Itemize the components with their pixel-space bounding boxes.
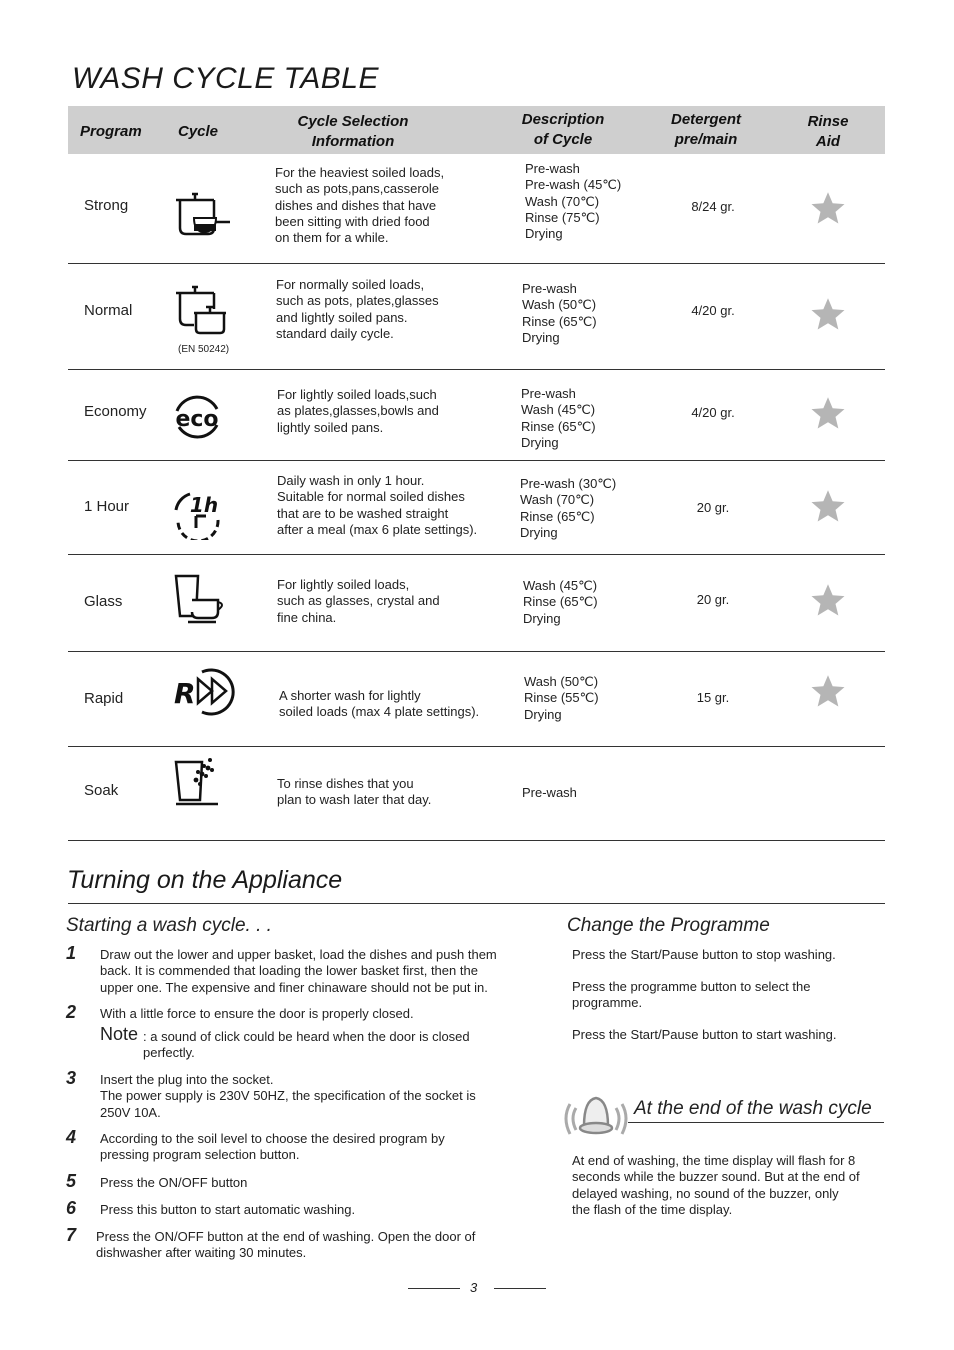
cycle-info: A shorter wash for lightly soiled loads (max 4 plate settings). <box>279 688 480 720</box>
step-number: 5 <box>66 1171 77 1191</box>
pots-icon <box>172 283 232 339</box>
program-name: Glass <box>84 593 123 610</box>
table-row <box>68 369 885 461</box>
end-of-cycle-title: At the end of the wash cycle <box>634 1098 872 1119</box>
divider <box>408 1288 460 1289</box>
table-row <box>68 554 885 652</box>
cycle-description: Wash (50℃) Rinse (55℃) Drying <box>524 674 599 722</box>
table-row <box>68 263 885 370</box>
step-text: Press the ON/OFF button <box>100 1175 248 1190</box>
program-name: Economy <box>84 403 147 420</box>
end-of-cycle-text: At end of washing, the time display will flash for 8 seconds while the buzzer sound. But at the end of delayed washing, no sound of the buzzer, only the flash of the time display. <box>572 1153 860 1217</box>
header-cycle-selection: Cycle Selection Information <box>297 113 409 150</box>
divider <box>628 1122 884 1123</box>
program-name: 1 Hour <box>84 498 130 515</box>
detergent-amount: 8/24 gr. <box>691 199 735 214</box>
divider <box>68 903 885 904</box>
rinse-aid-star-icon <box>810 488 846 524</box>
one-hour-icon <box>172 490 224 540</box>
note-text: : a sound of click could be heard when the door is closed perfectly. <box>143 1029 470 1061</box>
rapid-icon <box>172 667 240 717</box>
step-text: Press the ON/OFF button at the end of washing. Open the door of dishwasher after waiting 30 minutes. <box>96 1229 476 1261</box>
cycle-info: To rinse dishes that you plan to wash later that day. <box>277 776 432 808</box>
svg-text:eco: eco <box>175 407 219 432</box>
program-name: Strong <box>84 197 129 214</box>
table-row <box>68 746 885 841</box>
cycle-description: Wash (45℃) Rinse (65℃) Drying <box>523 578 598 626</box>
step-text: With a little force to ensure the door is properly closed. <box>100 1006 414 1021</box>
step-text: Press this button to start automatic washing. <box>100 1202 356 1217</box>
cycle-info: Daily wash in only 1 hour. Suitable for normal soiled dishes that are to be washed straight after a meal (max 6 plate settings). <box>277 473 478 537</box>
step-number: 4 <box>66 1127 77 1147</box>
cycle-description: Pre-wash Pre-wash (45℃) Wash (70℃) Rinse (75℃) Drying <box>525 161 622 242</box>
change-programme-title: Change the Programme <box>567 915 770 936</box>
standard-note: (EN 50242) <box>178 344 230 355</box>
step-number: 1 <box>66 943 77 963</box>
cycle-info: For lightly soiled loads, such as glasses, crystal and fine china. <box>277 577 440 625</box>
table-row <box>68 460 885 555</box>
glass-cup-icon <box>172 572 228 626</box>
change-text: Press the Start/Pause button to stop washing. <box>572 947 836 962</box>
cycle-description: Pre-wash <box>522 785 577 800</box>
pot-with-lid-icon <box>172 184 234 240</box>
change-text: Press the programme button to select the programme. <box>572 979 811 1011</box>
step-number: 7 <box>66 1225 77 1245</box>
cycle-description: Pre-wash (30℃) Wash (70℃) Rinse (65℃) Drying <box>520 476 617 540</box>
divider <box>494 1288 546 1289</box>
svg-text:R: R <box>174 677 196 710</box>
section-title: Turning on the Appliance <box>67 866 343 894</box>
header-description: Description of Cycle <box>521 111 605 148</box>
detergent-amount: 4/20 gr. <box>691 303 735 318</box>
page-title: WASH CYCLE TABLE <box>72 62 379 95</box>
rinse-aid-star-icon <box>810 190 846 226</box>
change-text: Press the Start/Pause button to start washing. <box>572 1027 837 1042</box>
starting-subtitle: Starting a wash cycle. . . <box>66 915 272 936</box>
cycle-info: For the heaviest soiled loads, such as pots,pans,casserole dishes and dishes that have been sitting with dried food on them for a while. <box>275 165 445 246</box>
detergent-amount: 4/20 gr. <box>691 405 735 420</box>
step-text: According to the soil level to choose the desired program by pressing program selection button. <box>100 1131 445 1163</box>
table-row <box>68 651 885 747</box>
table-header <box>68 106 885 154</box>
buzzer-bell-icon <box>560 1092 632 1144</box>
rinse-aid-star-icon <box>810 395 846 431</box>
step-number: 3 <box>66 1068 77 1088</box>
detergent-amount: 15 gr. <box>696 690 730 705</box>
step-number: 2 <box>66 1002 77 1022</box>
rinse-aid-star-icon <box>810 673 846 709</box>
cycle-info: For normally soiled loads, such as pots, plates,glasses and lightly soiled pans. standard daily cycle. <box>276 277 439 341</box>
rinse-aid-star-icon <box>810 582 846 618</box>
header-detergent: Detergent pre/main <box>670 111 741 148</box>
svg-text:1h: 1h <box>189 493 219 517</box>
program-name: Soak <box>84 782 119 799</box>
program-name: Normal <box>84 302 133 319</box>
cycle-info: For lightly soiled loads,such as plates,glasses,bowls and lightly soiled pans. <box>277 387 439 435</box>
step-number: 6 <box>66 1198 77 1218</box>
cycle-description: Pre-wash Wash (45℃) Rinse (65℃) Drying <box>521 386 596 450</box>
cycle-description: Pre-wash Wash (50℃) Rinse (65℃) Drying <box>522 281 597 345</box>
table-row <box>68 154 885 264</box>
header-rinse-aid: Rinse Aid <box>807 113 849 150</box>
header-program: Program <box>80 123 142 140</box>
detergent-amount: 20 gr. <box>696 500 730 515</box>
step-text: Draw out the lower and upper basket, load the dishes and push them back. It is commended that loading the lower basket first, then the upper one. The expensive and finer chinaware should not be put in. <box>100 947 497 995</box>
detergent-amount: 20 gr. <box>696 592 730 607</box>
header-cycle: Cycle <box>178 123 219 140</box>
soak-icon <box>172 754 224 806</box>
eco-icon <box>170 391 226 443</box>
step-text: Insert the plug into the socket. The power supply is 230V 50HZ, the specification of the socket is 250V 10A. <box>100 1072 476 1120</box>
program-name: Rapid <box>84 690 124 707</box>
page-number: 3 <box>470 1280 478 1295</box>
note-label: Note <box>100 1024 139 1044</box>
rinse-aid-star-icon <box>810 296 846 332</box>
